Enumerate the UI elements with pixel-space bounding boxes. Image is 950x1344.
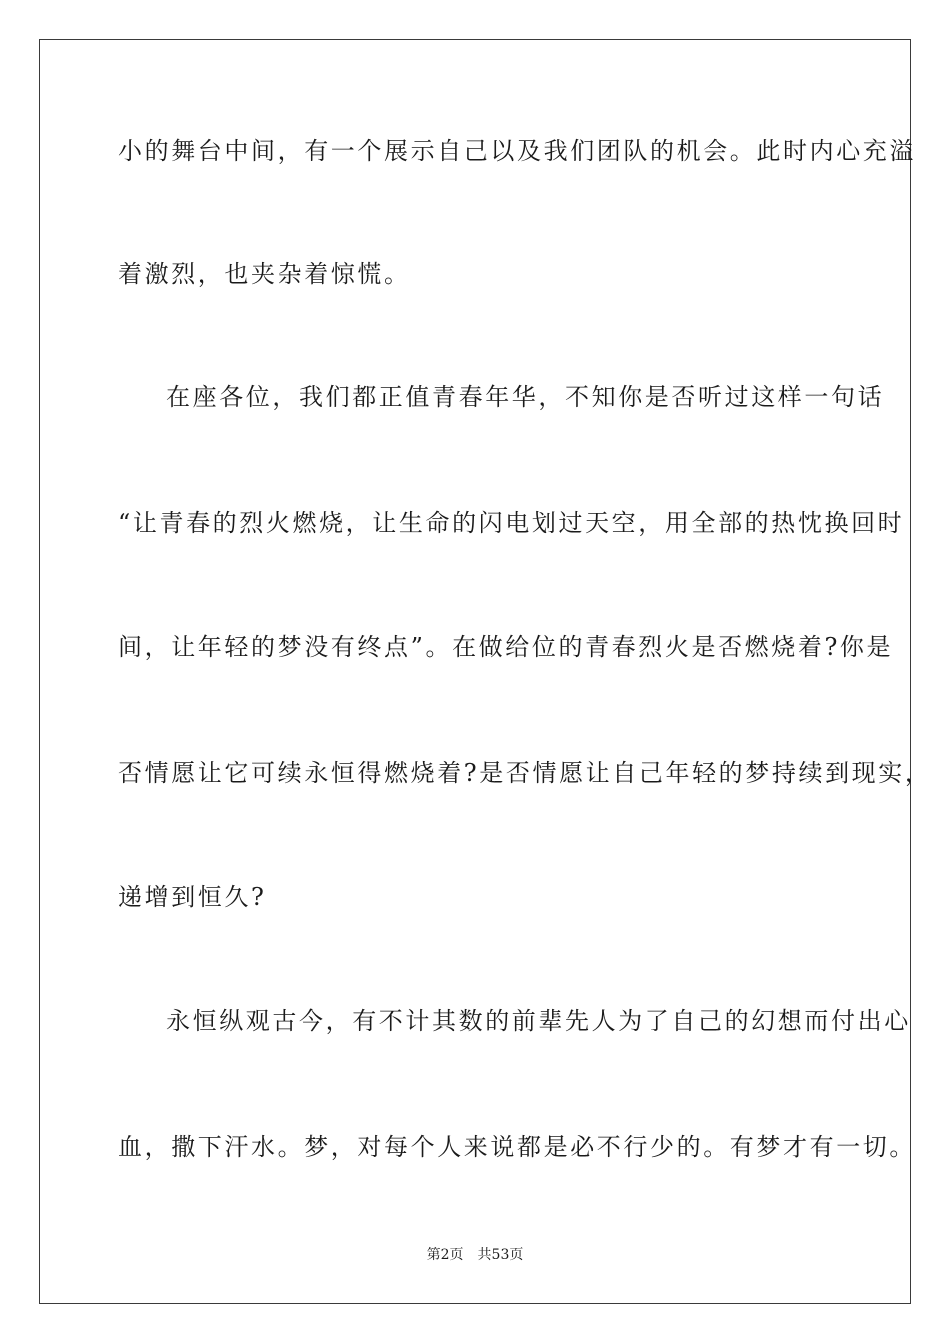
paragraph-line: 递增到恒久? [118,883,267,911]
paragraph-line: 否情愿让它可续永恒得燃烧着?是否情愿让自己年轻的梦持续到现实， [118,759,932,787]
paragraph-line: 永恒纵观古今，有不计其数的前辈先人为了自己的幻想而付出心 [166,1007,911,1035]
page-border [39,39,932,1304]
paragraph-line: “让青春的烈火燃烧，让生命的闪电划过天空，用全部的热忱换回时 [118,509,905,537]
paragraph-line: 小的舞台中间，有一个展示自己以及我们团队的机会。此时内心充溢 [118,137,916,165]
paragraph-line: 血，撒下汗水。梦，对每个人来说都是必不行少的。有梦才有一切。 [118,1133,916,1161]
paragraph-line: 间，让年轻的梦没有终点”。在做给位的青春烈火是否燃烧着?你是 [118,633,894,661]
page-number: 第2页 [426,1247,464,1263]
page-total: 共53页 [477,1247,524,1263]
page-footer [0,1246,950,1264]
paragraph-line: 在座各位，我们都正值青春年华，不知你是否听过这样一句话 [166,383,885,411]
paragraph-line: 着激烈，也夹杂着惊慌。 [118,260,411,288]
